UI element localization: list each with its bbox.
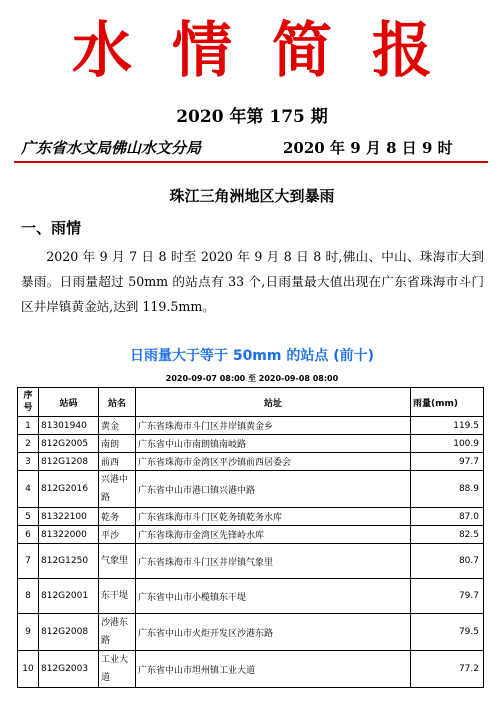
- publisher: 广东省水文局佛山水文分局: [21, 139, 202, 157]
- cell-no: 10: [18, 651, 39, 688]
- cell-no: 5: [18, 508, 39, 526]
- cell-name: 气象里: [99, 544, 136, 579]
- cell-address: 广东省中山市火炬开发区沙港东路: [136, 614, 411, 651]
- cell-name: 前西: [99, 453, 136, 471]
- cell-name: 兴港中路: [99, 471, 136, 508]
- cell-rain: 100.9: [411, 435, 484, 453]
- cell-address: 广东省珠海市斗门区井岸镇黄金乡: [136, 417, 411, 435]
- header-address: 站址: [136, 388, 411, 417]
- cell-code: 812G1208: [39, 453, 99, 471]
- cell-no: 2: [18, 435, 39, 453]
- table-row: [18, 417, 484, 435]
- cell-no: 9: [18, 614, 39, 651]
- cell-name: 南朗: [99, 435, 136, 453]
- rainfall-table: [17, 387, 484, 688]
- cell-rain: 79.7: [411, 579, 484, 614]
- table-row: [18, 526, 484, 544]
- cell-address: 广东省珠海市金湾区平沙镇前西居委会: [136, 453, 411, 471]
- publish-date: 2020 年 9 月 8 日 9 时: [283, 139, 453, 157]
- table-row: [18, 579, 484, 614]
- cell-rain: 79.5: [411, 614, 484, 651]
- cell-name: 东干堤: [99, 579, 136, 614]
- cell-rain: 97.7: [411, 453, 484, 471]
- section-heading: 一、雨情: [21, 219, 82, 237]
- cell-rain: 82.5: [411, 526, 484, 544]
- header-name: 站名: [99, 388, 136, 417]
- cell-name: 乾务: [99, 508, 136, 526]
- cell-no: 3: [18, 453, 39, 471]
- table-row: [18, 544, 484, 579]
- cell-name: 工业大道: [99, 651, 136, 688]
- table-row: [18, 453, 484, 471]
- cell-rain: 119.5: [411, 417, 484, 435]
- cell-rain: 80.7: [411, 544, 484, 579]
- header-no: 序号: [18, 388, 39, 417]
- rainfall-summary: 2020 年 9 月 7 日 8 时至 2020 年 9 月 8 日 8 时,佛山、中山、珠海市大到暴雨。日雨量超过 50mm 的站点有 33 个,日雨量最大值出现在广东省珠海市斗门区井岸镇黄金站,达到 119.5mm。: [21, 249, 484, 314]
- masthead-title: 水情简报: [72, 16, 472, 86]
- header-divider: [14, 161, 488, 163]
- table-title: 日雨量大于等于 50mm 的站点 (前十): [129, 348, 375, 364]
- table-row: [18, 614, 484, 651]
- cell-name: 沙港东路: [99, 614, 136, 651]
- table-row: [18, 435, 484, 453]
- issue-number: 2020 年第 175 期: [176, 107, 328, 127]
- cell-code: 812G1250: [39, 544, 99, 579]
- table-row: [18, 471, 484, 508]
- table-row: [18, 651, 484, 688]
- cell-code: 812G2001: [39, 579, 99, 614]
- table-period: 2020-09-07 08:00 至 2020-09-08 08:00: [165, 374, 339, 383]
- cell-address: 广东省中山市坦州镇工业大道: [136, 651, 411, 688]
- header-code: 站码: [39, 388, 99, 417]
- cell-code: 81322100: [39, 508, 99, 526]
- cell-address: 广东省中山市小榄镇东干堤: [136, 579, 411, 614]
- header-rain: 雨量(mm): [411, 388, 484, 417]
- table-row: [18, 508, 484, 526]
- cell-address: 广东省中山市港口镇兴港中路: [136, 471, 411, 508]
- cell-no: 4: [18, 471, 39, 508]
- cell-code: 81322000: [39, 526, 99, 544]
- headline: 珠江三角洲地区大到暴雨: [169, 187, 335, 205]
- cell-code: 812G2008: [39, 614, 99, 651]
- cell-rain: 87.0: [411, 508, 484, 526]
- cell-code: 812G2016: [39, 471, 99, 508]
- cell-name: 平沙: [99, 526, 136, 544]
- cell-code: 812G2003: [39, 651, 99, 688]
- cell-address: 广东省珠海市金湾区先锋岭水库: [136, 526, 411, 544]
- cell-name: 黄金: [99, 417, 136, 435]
- cell-no: 6: [18, 526, 39, 544]
- cell-no: 1: [18, 417, 39, 435]
- cell-rain: 77.2: [411, 651, 484, 688]
- cell-address: 广东省珠海市斗门区乾务镇乾务水库: [136, 508, 411, 526]
- cell-code: 812G2005: [39, 435, 99, 453]
- cell-no: 8: [18, 579, 39, 614]
- cell-no: 7: [18, 544, 39, 579]
- cell-code: 81301940: [39, 417, 99, 435]
- table-header-row: [18, 388, 484, 417]
- cell-address: 广东省珠海市斗门区井岸镇气象里: [136, 544, 411, 579]
- cell-address: 广东省中山市南朗镇南岐路: [136, 435, 411, 453]
- cell-rain: 88.9: [411, 471, 484, 508]
